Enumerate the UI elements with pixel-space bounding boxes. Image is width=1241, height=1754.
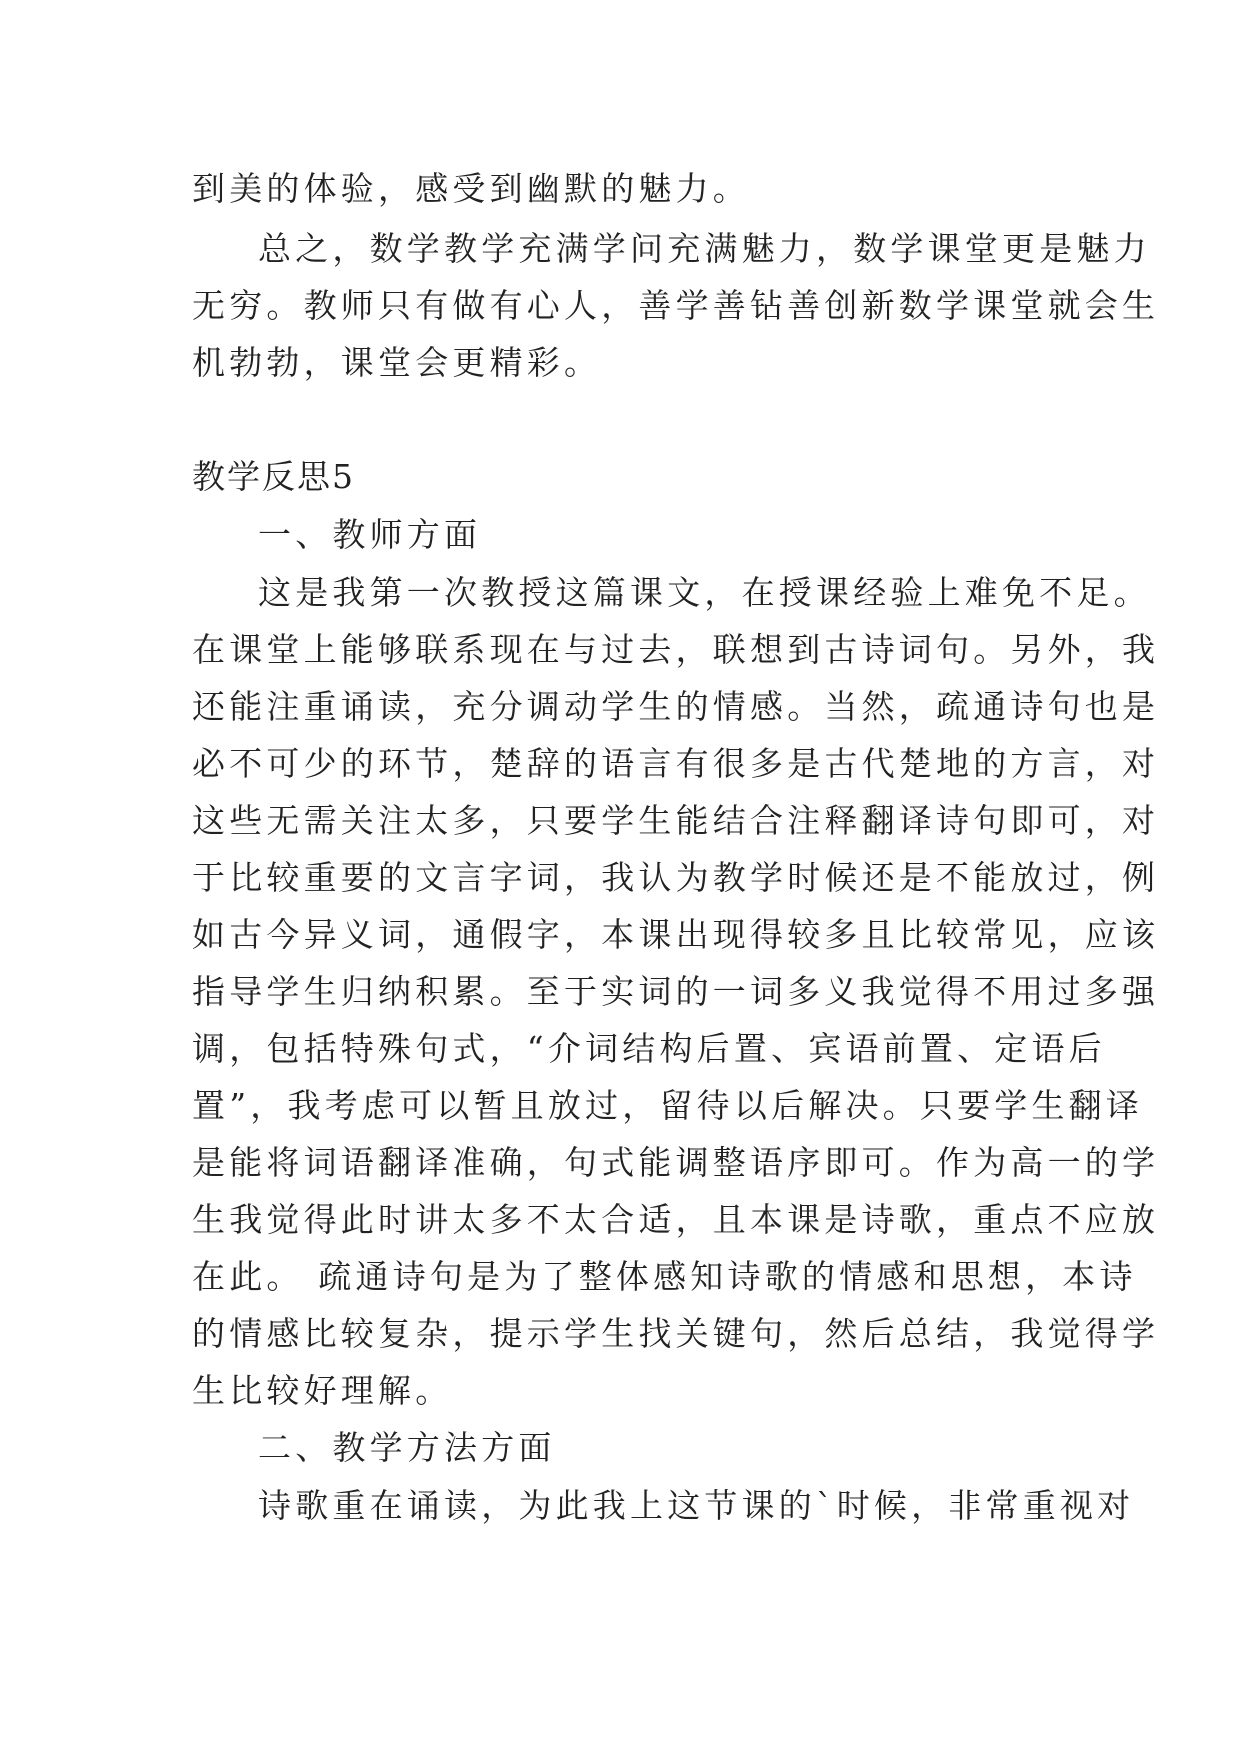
text-line: 必不可少的环节，楚辞的语言有很多是古代楚地的方言，对 xyxy=(192,744,1160,783)
text-line: 于比较重要的文言字词，我认为教学时候还是不能放过，例 xyxy=(192,858,1160,897)
text-line: 到美的体验，感受到幽默的魅力。 xyxy=(192,169,750,208)
text-line: 生我觉得此时讲太多不太合适，且本课是诗歌，重点不应放 xyxy=(192,1200,1160,1239)
text-line: 机勃勃，课堂会更精彩。 xyxy=(192,343,602,382)
text-line: 在课堂上能够联系现在与过去，联想到古诗词句。另外，我 xyxy=(192,630,1160,669)
text-line: 在此。 疏通诗句是为了整体感知诗歌的情感和思想，本诗 xyxy=(192,1257,1137,1296)
text-line: 这是我第一次教授这篇课文，在授课经验上难免不足。 xyxy=(258,573,1151,612)
text-line: 是能将词语翻译准确，句式能调整语序即可。作为高一的学 xyxy=(192,1143,1160,1182)
text-line: 总之，数学教学充满学问充满魅力，数学课堂更是魅力 xyxy=(258,229,1151,268)
section-heading: 教学反思5 xyxy=(192,457,355,496)
text-line: 生比较好理解。 xyxy=(192,1371,453,1410)
subsection-heading: 一、教师方面 xyxy=(258,515,482,554)
text-line: 指导学生归纳积累。至于实词的一词多义我觉得不用过多强 xyxy=(192,972,1160,1011)
text-line: 还能注重诵读，充分调动学生的情感。当然，疏通诗句也是 xyxy=(192,687,1160,726)
text-line: 诗歌重在诵读，为此我上这节课的`时候，非常重视对 xyxy=(258,1486,1135,1525)
text-line: 的情感比较复杂，提示学生找关键句，然后总结，我觉得学 xyxy=(192,1314,1160,1353)
text-line: 无穷。教师只有做有心人，善学善钻善创新数学课堂就会生 xyxy=(192,286,1160,325)
text-line: 如古今异义词，通假字，本课出现得较多且比较常见，应该 xyxy=(192,915,1160,954)
text-line: 调，包括特殊句式，“介词结构后置、宾语前置、定语后 xyxy=(192,1029,1106,1068)
subsection-heading: 二、教学方法方面 xyxy=(258,1428,556,1467)
text-line: 置”，我考虑可以暂且放过，留待以后解决。只要学生翻译 xyxy=(192,1086,1144,1125)
text-line: 这些无需关注太多，只要学生能结合注释翻译诗句即可，对 xyxy=(192,801,1160,840)
